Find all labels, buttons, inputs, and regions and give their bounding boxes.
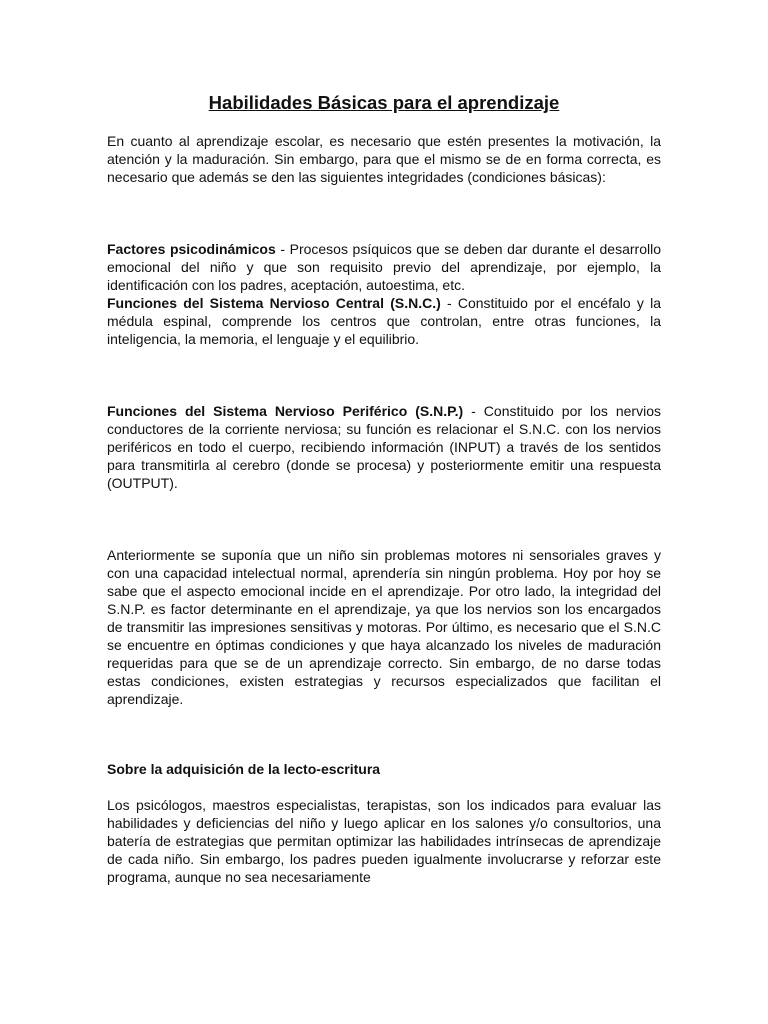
spacer bbox=[107, 708, 661, 760]
section-term: Funciones del Sistema Nervioso Periférico (S.N.P.) bbox=[107, 403, 464, 419]
section-text: - Procesos psíquicos que se deben dar durante el desarrollo emocional del niño y que son requisito previo del aprendizaje, por ejemplo, la identificación con los padres, aceptación, autoestima, etc. bbox=[107, 241, 661, 293]
document-title: Habilidades Básicas para el aprendizaje bbox=[208, 92, 560, 113]
spacer bbox=[107, 186, 661, 240]
section-term: Factores psicodinámicos bbox=[107, 241, 276, 257]
spacer bbox=[107, 778, 661, 796]
section-snp bbox=[107, 402, 661, 492]
document-body bbox=[107, 92, 661, 886]
paragraph-psicologos: Los psicólogos, maestros especialistas, terapistas, son los indicados para evaluar las habilidades y deficiencias del niño y luego aplicar en los salones y/o consultorios, una batería de estrategias que permitan optimizar las habilidades intrínsecas de aprendizaje de cada niño. Sin embargo, los padres pueden igualmente involucrarse y reforzar este programa, aunque no sea necesariamente bbox=[107, 797, 661, 885]
paragraph-anteriormente: Anteriormente se suponía que un niño sin problemas motores ni sensoriales graves y con una capacidad intelectual normal, aprendería sin ningún problema. Hoy por hoy se sabe que el aspecto emocional incide en el aprendizaje. Por otro lado, la integridad del S.N.P. es factor determinante en el aprendizaje, ya que los nervios son los encargados de transmitir las impresiones sensitivas y motoras. Por último, es necesario que el S.N.C se encuentre en óptimas condiciones y que haya alcanzado los niveles de maduración requeridas para que se de un aprendizaje correcto. Sin embargo, de no darse todas estas condiciones, existen estrategias y recursos especializados que facilitan el aprendizaje. bbox=[107, 547, 661, 707]
section-text: - Constituido por los nervios conductores de la corriente nerviosa; su función es relacionar el S.N.C. con los nervios periféricos en todo el cuerpo, recibiendo información (INPUT) a través de los sentidos para transmitirla al cerebro (donde se procesa) y posteriormente emitir una respuesta (OUTPUT). bbox=[107, 403, 661, 491]
spacer bbox=[107, 492, 661, 546]
subheading-lecto-escritura: Sobre la adquisición de la lecto-escritura bbox=[107, 761, 381, 777]
section-text: - Constituido por el encéfalo y la médula espinal, comprende los centros que controlan, entre otras funciones, la inteligencia, la memoria, el lenguaje y el equilibrio. bbox=[107, 295, 662, 347]
section-snc bbox=[107, 294, 661, 348]
spacer bbox=[107, 348, 661, 402]
section-factores-psicodinamicos bbox=[107, 240, 661, 294]
intro-paragraph: En cuanto al aprendizaje escolar, es necesario que estén presentes la motivación, la atención y la maduración. Sin embargo, para que el mismo se de en forma correcta, es necesario que además se den las siguientes integridades (condiciones básicas): bbox=[107, 133, 661, 185]
section-term: Funciones del Sistema Nervioso Central (S.N.C.) bbox=[107, 295, 441, 311]
